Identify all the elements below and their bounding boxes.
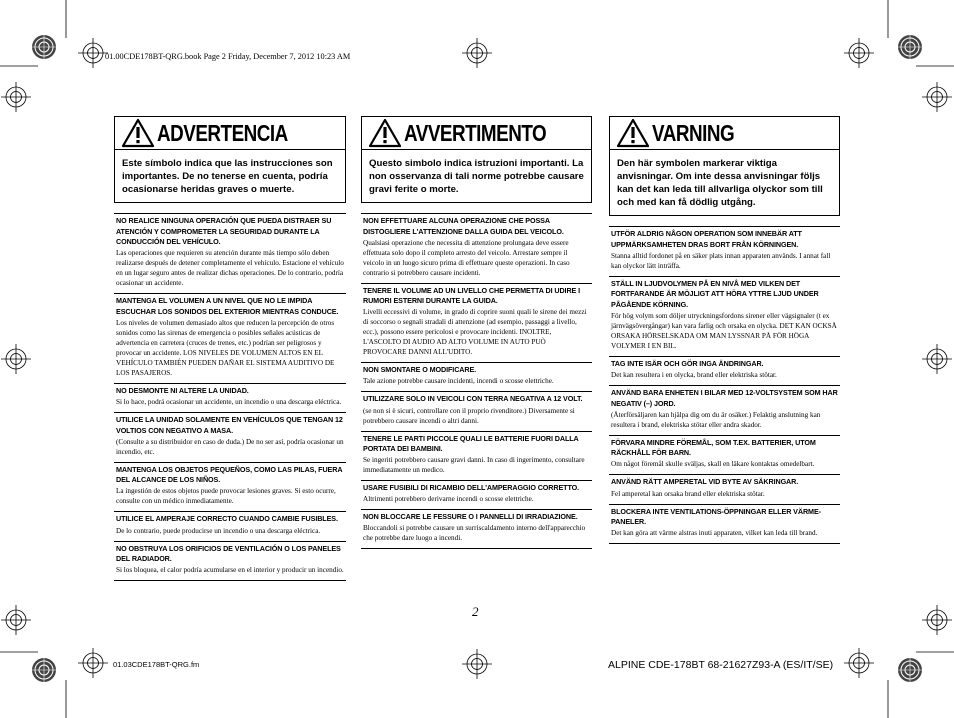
warning-item-heading: UTILICE LA UNIDAD SOLAMENTE EN VEHÍCULOS QUE TENGAN 12 VOLTIOS CON NEGATIVO A MASA. xyxy=(116,415,343,435)
warning-item xyxy=(609,435,840,475)
warning-triangle-icon xyxy=(616,118,650,148)
warning-item xyxy=(609,356,840,385)
footer-model-code: ALPINE CDE-178BT 68-21627Z93-A (ES/IT/SE) xyxy=(608,659,834,671)
warning-item-body: Stanna alltid fordonet på en säker plats innan apparaten används. I annat fall kan olyckor lätt inträffa. xyxy=(611,251,831,270)
warning-item xyxy=(114,511,346,540)
warning-item xyxy=(114,462,346,512)
warning-item-body: La ingestión de estos objetos puede provocar lesiones graves. Si esto ocurre, consulte con un médico inmediatamente. xyxy=(116,487,336,506)
warning-item xyxy=(361,391,592,430)
warning-item-body: För hög volym som döljer utryckningsfordons sirener eller vägsignaler (t ex järnvägsövergångar) kan vara farlig och orsaka en olycka. DET KAN OCKSÅ ORSAKA HÖRSELSKADA OM MAN LYSSNAR PÅ FÖR HÖGA VOLYMER I EN BIL. xyxy=(611,311,837,350)
column-italian xyxy=(361,116,592,549)
warning-item xyxy=(114,383,346,412)
warning-item xyxy=(114,541,346,582)
warning-item-heading: BLOCKERA INTE VENTILATIONS-ÖPPNINGAR ELLER VÄRME-PANELER. xyxy=(611,506,821,527)
warning-item-body: De lo contrario, puede producirse un incendio o una descarga eléctrica. xyxy=(116,526,321,535)
warning-item-heading: UTFÖR ALDRIG NÅGON OPERATION SOM INNEBÄR ATT UPPMÄRKSAMHETEN DRAS BORT FRÅN KÖRNINGEN. xyxy=(611,229,802,249)
warning-item-body: Livelli eccessivi di volume, in grado di coprire suoni quali le sirene dei mezzi di soccorso o segnali stradali di attenzione (ad esempio, passaggi a livello, ecc.), possono essere pericolosi e provocare incidenti. INOLTRE, L'ASCOLTO DI AUDIO AD ALTO VOLUME IN AUTO PUÒ PROVOCARE DANNI ALL'UDITO. xyxy=(363,308,587,357)
warning-title-box xyxy=(609,116,840,150)
warning-triangle-icon xyxy=(368,118,402,148)
warning-item xyxy=(114,412,346,462)
warning-item xyxy=(361,283,592,363)
warning-item-heading: USARE FUSIBILI DI RICAMBIO DELL'AMPERAGGIO CORRETTO. xyxy=(363,483,579,493)
warning-item-body: Qualsiasi operazione che necessita di attenzione prolungata deve essere effettuata solo dopo il completo arresto del veicolo. Arrestare sempre il veicolo in un luogo sicuro prima di effettuare queste operazioni. In caso contrario si potrebbero causare incidenti. xyxy=(363,238,570,277)
warning-item-heading: FÖRVARA MINDRE FÖREMÅL, SOM T.EX. BATTERIER, UTOM RÄCKHÅLL FÖR BARN. xyxy=(611,437,816,458)
warning-item-body: (se non si è sicuri, controllare con il proprio rivenditore.) Diversamente si potrebbero causare incendi o altri danni. xyxy=(363,406,575,425)
warning-item-body: Fel amperetal kan orsaka brand eller elektriska stötar. xyxy=(611,489,765,498)
warning-item-body: Altrimenti potrebbero derivarne incendi o scosse elettriche. xyxy=(363,495,534,504)
warning-item-body: (Återförsäljaren kan hjälpa dig om du är osäker.) Felaktig anslutning kan resultera i brand, elektriska stötar eller andra skador. xyxy=(611,410,821,429)
warning-item-heading: UTILICE EL AMPERAJE CORRECTO CUANDO CAMBIE FUSIBLES. xyxy=(116,514,338,524)
warning-title: ADVERTENCIA xyxy=(157,119,288,146)
warning-item-heading: ANVÄND RÄTT AMPERETAL VID BYTE AV SÄKRINGAR. xyxy=(611,477,799,487)
warning-item-heading: ANVÄND BARA ENHETEN I BILAR MED 12-VOLTSYSTEM SOM HAR NEGATIV (–) JORD. xyxy=(611,388,838,408)
warning-item-heading: MANTENGA LOS OBJETOS PEQUEÑOS, COMO LAS PILAS, FUERA DEL ALCANCE DE LOS NIÑOS. xyxy=(116,464,343,485)
warning-item xyxy=(361,213,592,283)
warning-item-heading: TENERE IL VOLUME AD UN LIVELLO CHE PERMETTA DI UDIRE I RUMORI ESTERNI DURANTE LA GUIDA. xyxy=(363,285,581,306)
warning-item-body: Los niveles de volumen demasiado altos que reducen la percepción de otros sonidos como las sirenas de emergencia o posibles señales acústicas de advertencia en carretera (cruces de trenes, etc.) podrían ser peligrosos y provocar un accidente. LOS NIVELES DE VOLUMEN ALTOS EN EL VEHÍCULO TAMBIÉN PUEDEN DAÑAR EL SISTEMA AUDITIVO DE LOS PASAJEROS. xyxy=(116,318,335,377)
warning-item-body: Bloccandoli si potrebbe causare un surriscaldamento interno dell'apparecchio che potrebbe dare luogo a incendi. xyxy=(363,524,586,543)
warning-item xyxy=(361,431,592,481)
warning-item-body: Om något föremål skulle sväljas, skall en läkare kontaktas omedelbart. xyxy=(611,460,815,469)
warning-item-body: Tale azione potrebbe causare incidenti, incendi o scosse elettriche. xyxy=(363,377,554,386)
warning-item xyxy=(609,474,840,503)
column-spanish xyxy=(114,116,346,581)
warning-item-heading: NON SMONTARE O MODIFICARE. xyxy=(363,365,477,375)
column-swedish xyxy=(609,116,840,544)
footer-filename: 01.03CDE178BT-QRG.fm xyxy=(113,660,200,669)
warning-title: AVVERTIMENTO xyxy=(404,119,547,146)
warning-item xyxy=(609,276,840,356)
warning-item xyxy=(114,293,346,383)
warning-item-body: Det kan göra att värme alstras inuti apparaten, vilket kan leda till brand. xyxy=(611,529,818,538)
warning-item-body: Si lo hace, podrá ocasionar un accidente, un incendio o una descarga eléctrica. xyxy=(116,398,342,407)
warning-item-heading: STÄLL IN LJUDVOLYMEN PÅ EN NIVÅ MED VILKEN DET FORTFARANDE ÄR MÖJLIGT ATT HÖRA YTTRE LJUD UNDER PÅGÅENDE KÖRNING. xyxy=(611,278,819,309)
warning-item-heading: NO OBSTRUYA LOS ORIFICIOS DE VENTILACIÓN O LOS PANELES DEL RADIADOR. xyxy=(116,543,341,564)
warning-item-heading: NON EFFETTUARE ALCUNA OPERAZIONE CHE POSSA DISTOGLIERE L'ATTENZIONE DALLA GUIDA DEL VEICOLO. xyxy=(363,216,564,236)
warning-intro: Questo simbolo indica istruzioni importanti. La non osservanza di tali norme potrebbe causare gravi ferite o morte. xyxy=(361,150,592,203)
warning-title: VARNING xyxy=(652,119,735,146)
warning-intro: Den här symbolen markerar viktiga anvisningar. Om inte dessa anvisningar följs kan det kan leda till allvarliga olyckor som till och med kan få dödlig utgång. xyxy=(609,150,840,216)
warning-item-heading: MANTENGA EL VOLUMEN A UN NIVEL QUE NO LE IMPIDA ESCUCHAR LOS SONIDOS DEL EXTERIOR MIENTRAS CONDUCE. xyxy=(116,296,339,316)
warning-item-heading: UTILIZZARE SOLO IN VEICOLI CON TERRA NEGATIVA A 12 VOLT. xyxy=(363,394,583,404)
warning-item xyxy=(609,504,840,545)
warning-item xyxy=(609,385,840,435)
warning-title-box xyxy=(361,116,592,150)
warning-item xyxy=(609,226,840,276)
warning-item-body: Si los bloquea, el calor podría acumularse en el interior y producir un incendio. xyxy=(116,566,344,575)
warning-item xyxy=(361,480,592,509)
warning-title-box xyxy=(114,116,346,150)
warning-item-heading: NO REALICE NINGUNA OPERACIÓN QUE PUEDA DISTRAER SU ATENCIÓN Y COMPROMETER LA SEGURIDAD DURANTE LA CONDUCCIÓN DEL VEHÍCULO. xyxy=(116,216,332,247)
warning-item xyxy=(114,213,346,293)
warning-items xyxy=(609,226,840,544)
book-info-header: 01.00CDE178BT-QRG.book Page 2 Friday, December 7, 2012 10:23 AM xyxy=(105,52,351,61)
warning-triangle-icon xyxy=(121,118,155,148)
warning-item-body: Det kan resultera i en olycka, brand eller elektriska stötar. xyxy=(611,371,777,380)
warning-item-heading: NO DESMONTE NI ALTERE LA UNIDAD. xyxy=(116,385,249,395)
warning-item-heading: NON BLOCCARE LE FESSURE O I PANNELLI DI IRRADIAZIONE. xyxy=(363,512,578,522)
warning-items xyxy=(361,213,592,549)
warning-item-heading: TENERE LE PARTI PICCOLE QUALI LE BATTERIE FUORI DALLA PORTATA DEI BAMBINI. xyxy=(363,433,579,454)
warning-items xyxy=(114,213,346,581)
warning-intro: Este símbolo indica que las instrucciones son importantes. De no tenerse en cuenta, podría ocasionarse heridas graves o muerte. xyxy=(114,150,346,203)
warning-item-heading: TAG INTE ISÄR OCH GÖR INGA ÄNDRINGAR. xyxy=(611,358,764,368)
page-number: 2 xyxy=(472,604,479,619)
warning-item-body: Se ingeriti potrebbero causare gravi danni. In caso di ingerimento, consultare immediatamente un medico. xyxy=(363,456,585,475)
warning-item-body: Las operaciones que requieren su atención durante más tiempo sólo deben realizarse después de detener completamente el vehículo. Estacione el vehículo en un lugar seguro antes de realizar dichas operaciones. De lo contrario, podría ocasionar un accidente. xyxy=(116,249,344,288)
warning-item-body: (Consulte a su distribuidor en caso de duda.) De no ser así, podría ocasionar un incendio, etc. xyxy=(116,437,344,456)
warning-item xyxy=(361,362,592,391)
warning-item xyxy=(361,509,592,549)
